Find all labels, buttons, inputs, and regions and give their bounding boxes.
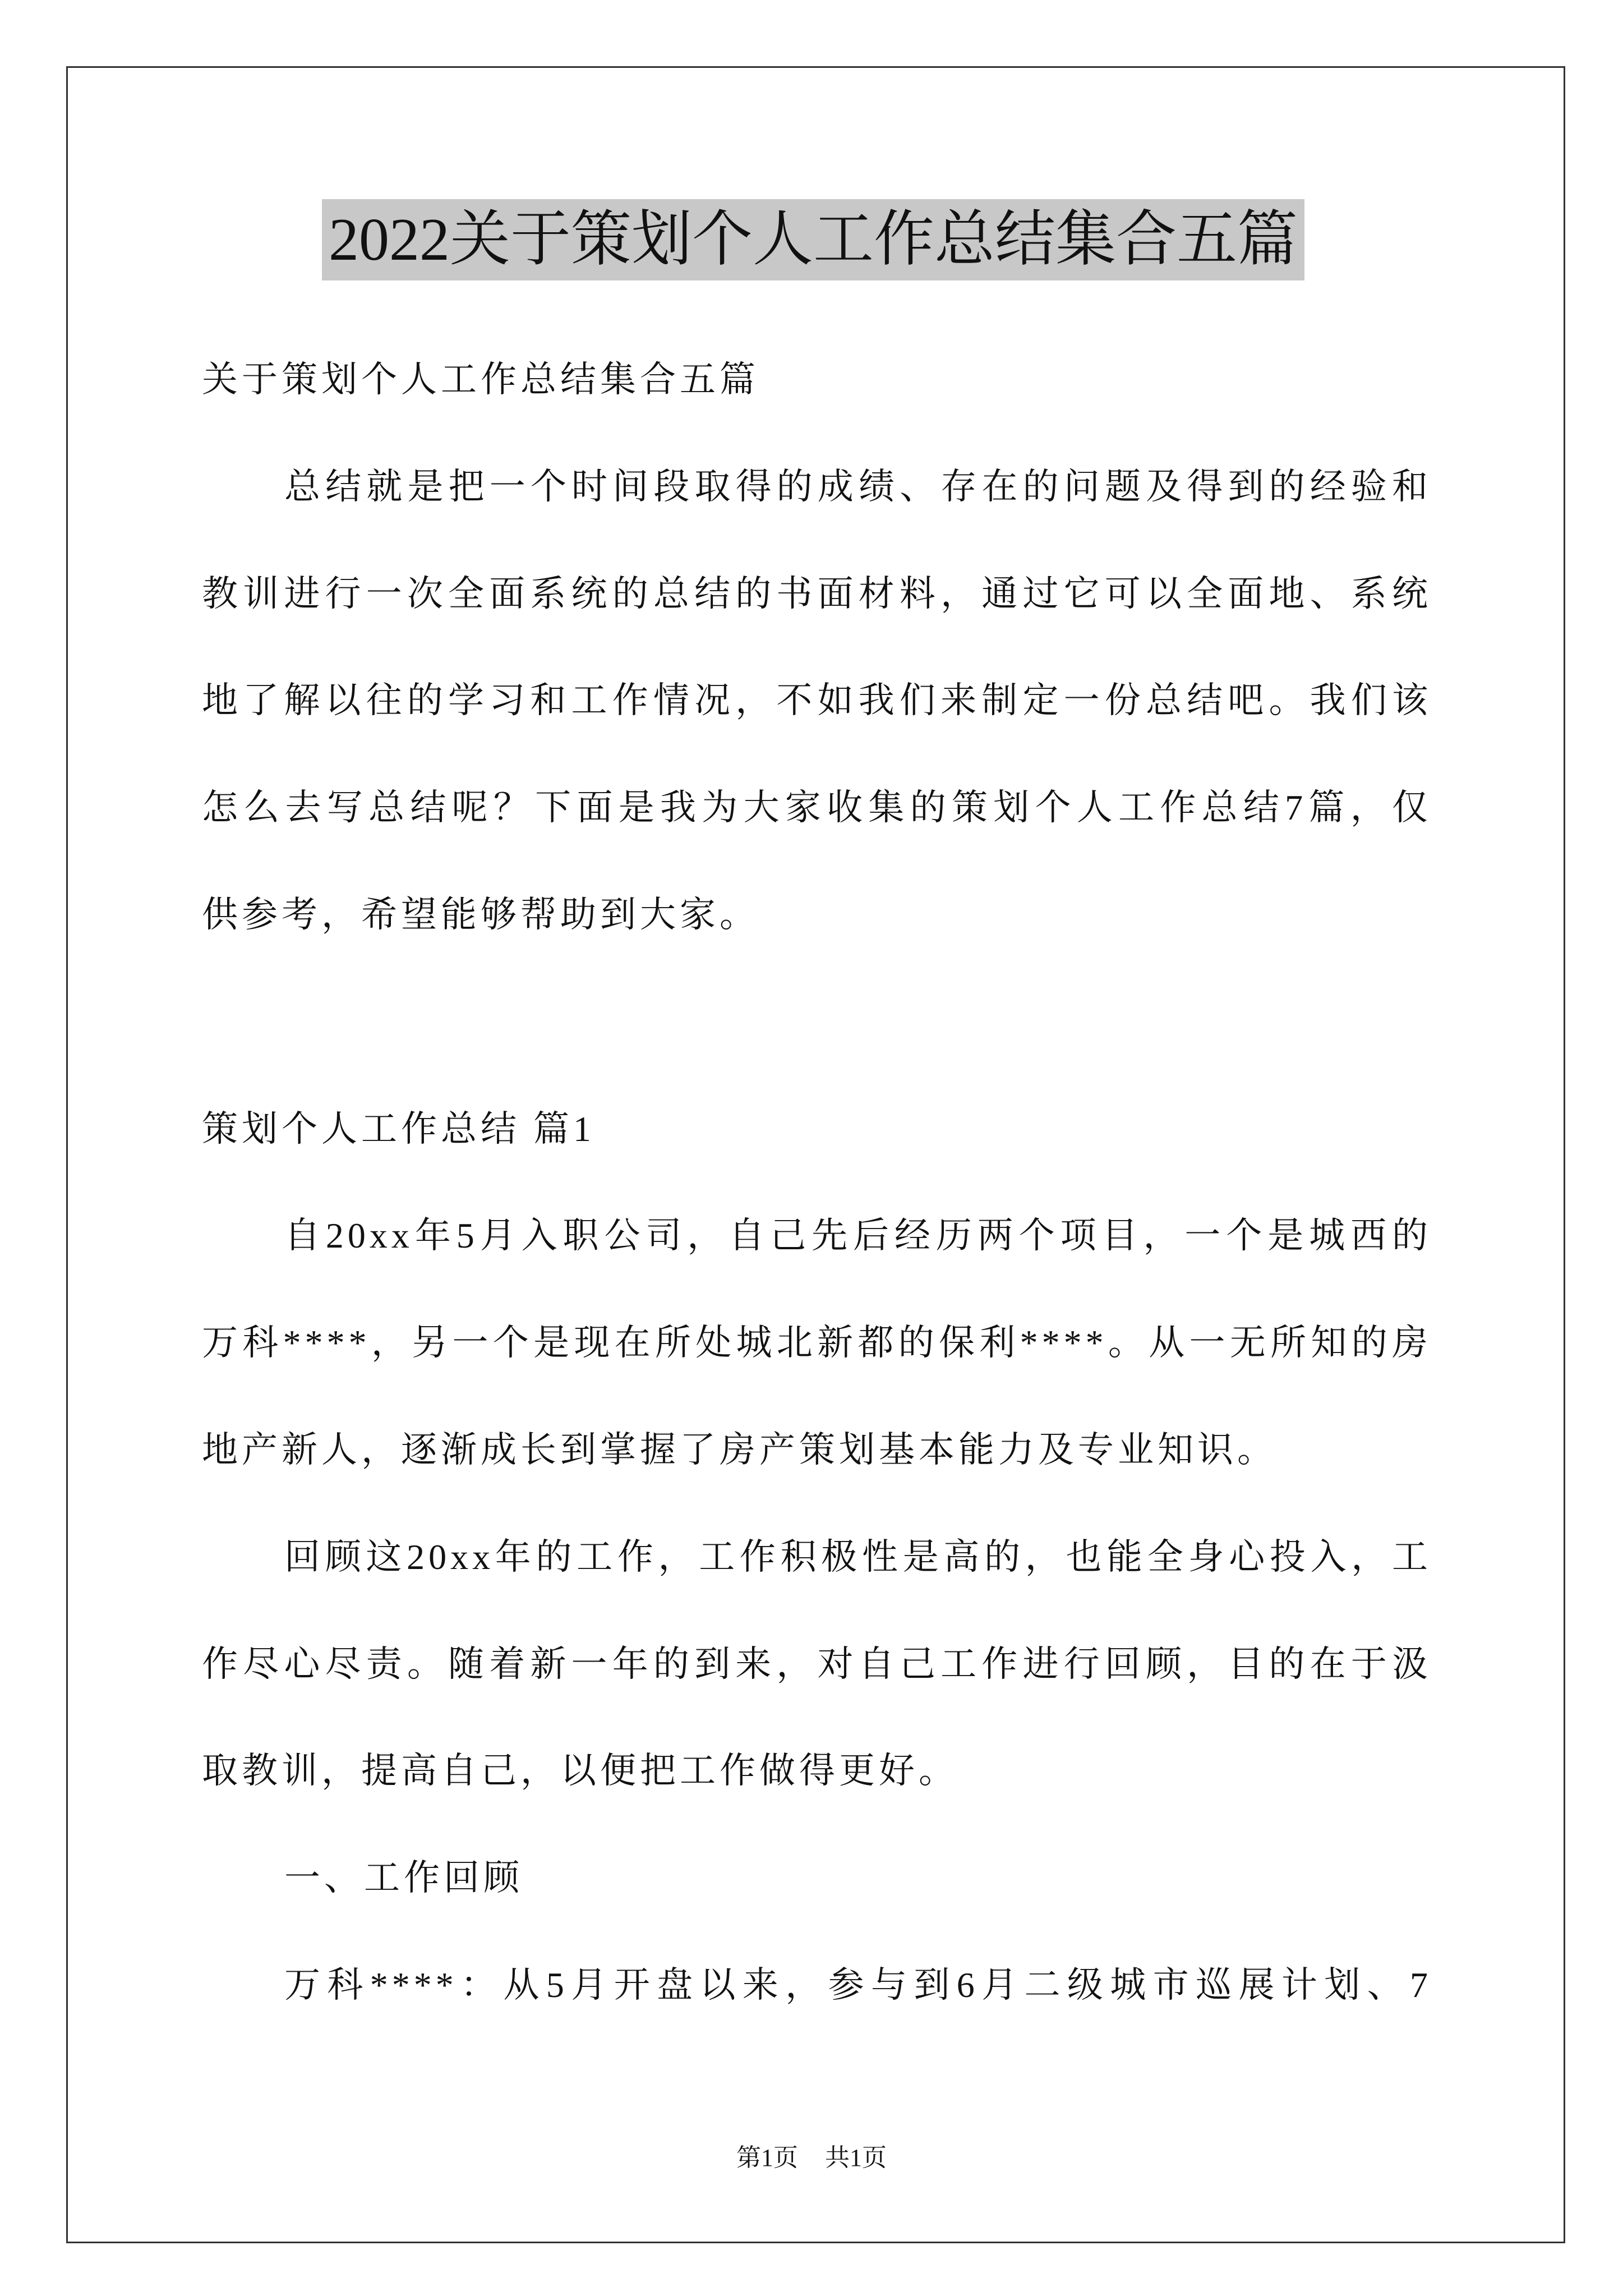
intro-line: 总结就是把一个时间段取得的成绩、存在的问题及得到的经验和 [284, 466, 1432, 507]
section-subheading: 一、工作回顾 [284, 1858, 523, 1898]
paragraph-line: 取教训，提高自己，以便把工作做得更好。 [202, 1751, 958, 1791]
document-title: 2022关于策划个人工作总结集合五篇 [322, 199, 1304, 280]
paragraph-line: 万科****，另一个是现在所处城北新都的保利****。从一无所知的房 [202, 1323, 1432, 1363]
intro-line: 供参考，希望能够帮助到大家。 [202, 894, 759, 935]
section-heading: 策划个人工作总结 篇1 [202, 1108, 595, 1149]
page-footer [0, 2143, 1623, 2173]
paragraph-line: 万科****：从5月开盘以来，参与到6月二级城市巡展计划、7 [284, 1964, 1432, 2005]
page-number: 第1页 [736, 2144, 798, 2171]
intro-line: 地了解以往的学习和工作情况，不如我们来制定一份总结吧。我们该 [202, 680, 1432, 721]
document-body [202, 326, 1432, 2039]
paragraph-line: 地产新人，逐渐成长到掌握了房产策划基本能力及专业知识。 [202, 1429, 1277, 1470]
blank-line [202, 969, 1432, 1076]
page-total: 共1页 [825, 2144, 887, 2171]
paragraph-line: 回顾这20xx年的工作，工作积极性是高的，也能全身心投入，工 [284, 1536, 1432, 1577]
paragraph-line: 作尽心尽责。随着新一年的到来，对自己工作进行回顾，目的在于汲 [202, 1644, 1432, 1684]
title-container [3, 199, 1623, 280]
document-subtitle: 关于策划个人工作总结集合五篇 [202, 360, 759, 399]
intro-line: 教训进行一次全面系统的总结的书面材料，通过它可以全面地、系统 [202, 573, 1432, 614]
intro-line: 怎么去写总结呢？下面是我为大家收集的策划个人工作总结7篇，仅 [202, 788, 1432, 828]
paragraph-line: 自20xx年5月入职公司，自己先后经历两个项目，一个是城西的 [284, 1216, 1432, 1256]
